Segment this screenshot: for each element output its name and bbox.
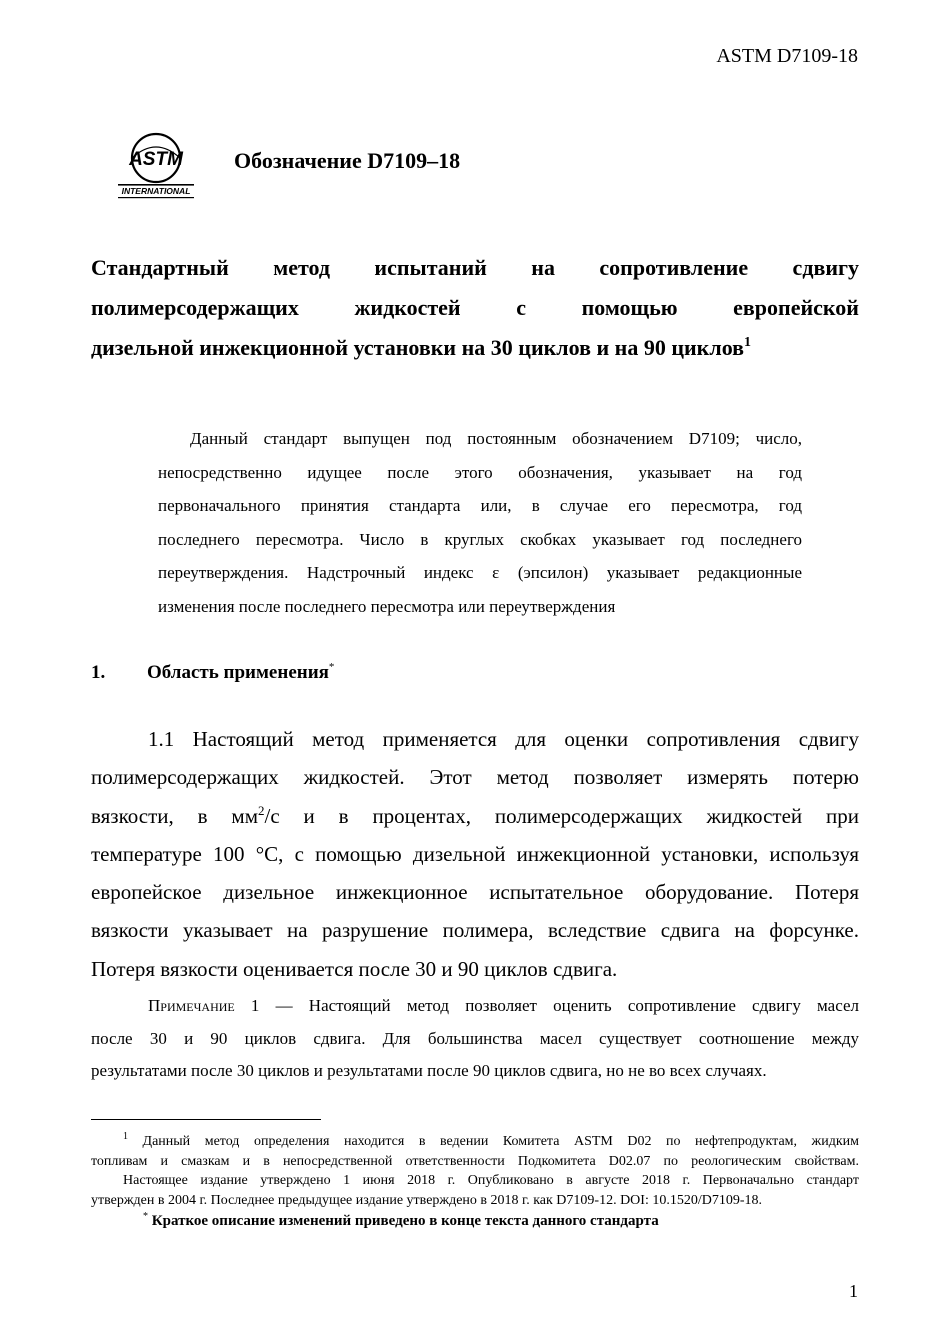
paragraph-line: Потеря вязкости оценивается после 30 и 90 циклов сдвига.: [91, 956, 618, 981]
footnote-divider: [91, 1119, 321, 1120]
section-title: Область применения: [147, 662, 329, 683]
designation: Обозначение D7109–18: [234, 148, 461, 173]
footnote-line: топливам и смазкам и в непосредственной ответственности Подкомитета D02.07 по реологическим свойствам.: [91, 1153, 859, 1169]
title-footnote-ref: 1: [744, 335, 752, 350]
note-line: Примечание 1 — Настоящий метод позволяет оценить сопротивление сдвигу масел: [148, 996, 859, 1015]
paragraph-line: вязкости, в $мм^2/с$ и в процентах, полимерсодержащих жидкостей при: [91, 802, 859, 828]
footnote-line: $^1$ Данный метод определения находится в ведении Комитета ASTM D02 по нефтепродуктам, жидким: [123, 1131, 859, 1149]
paragraph-1-1: [91, 720, 859, 988]
section-heading: [91, 662, 334, 684]
changes-footnote: * Краткое описание изменений приведено в конце текста данного стандарта: [143, 1211, 659, 1229]
paragraph-line: вязкости указывает на разрушение полимера, вследствие сдвига на форсунке.: [91, 918, 859, 943]
section-mark: *: [328, 661, 335, 673]
paragraph-line: 1.1 Настоящий метод применяется для оценки сопротивления сдвигу: [148, 727, 859, 751]
paragraph-line: полимерсодержащих жидкостей. Этот метод позволяет измерять потерю: [91, 765, 859, 790]
superscript: 2: [258, 802, 265, 818]
footnote-line: Настоящее издание утверждено 1 июня 2018 г. Опубликовано в августе 2018 г. Первоначально стандарт: [123, 1173, 859, 1188]
note-1: [91, 990, 859, 1088]
preface-line: переутверждения. Надстрочный индекс ε (эпсилон) указывает редакционные: [158, 563, 802, 582]
preface-line: первоначального принятия стандарта или, в случае его пересмотра, год: [158, 496, 802, 515]
paragraph-line: европейское дизельное инжекционное испытательное оборудование. Потеря: [91, 880, 859, 905]
preface-line: последнего пересмотра. Число в круглых скобках указывает год последнего: [158, 529, 802, 549]
footnotes: [91, 1132, 859, 1232]
footnote-star: *: [143, 1211, 148, 1222]
preface-line: непосредственно идущее после этого обозначения, указывает на год: [158, 462, 802, 482]
footnote-mark: 1: [123, 1131, 128, 1142]
note-label: Примечание 1: [148, 996, 260, 1015]
preface-paragraph: [158, 422, 802, 623]
astm-logo: [112, 128, 200, 200]
svg-text:INTERNATIONAL: INTERNATIONAL: [121, 186, 191, 196]
section-number: 1.: [91, 662, 106, 683]
document-code: ASTM D7109-18: [716, 45, 858, 67]
preface-line: изменения после последнего пересмотра или переутверждения: [158, 596, 616, 616]
footnote-line: утвержден в 2004 г. Последнее предыдущее издание утверждено в 2018 г. как D7109-12. DOI: 10.1520/D7109-18.: [91, 1192, 763, 1208]
title-line: полимерсодержащих жидкостей с помощью европейской: [91, 295, 859, 320]
paragraph-line: температуре 100 °C, с помощью дизельной инжекционной установки, используя: [91, 841, 859, 866]
preface-line: Данный стандарт выпущен под постоянным обозначением D7109; число,: [190, 429, 802, 448]
title-line: Стандартный метод испытаний на сопротивление сдвигу: [91, 255, 859, 280]
svg-text:ASTM: ASTM: [129, 149, 183, 170]
title-line: дизельной инжекционной установки на 30 циклов и на 90 циклов$^1$: [91, 335, 752, 360]
note-line: результатами после 30 циклов и результатами после 90 циклов сдвига, но не во всех случаях.: [91, 1061, 767, 1080]
note-line: после 30 и 90 циклов сдвига. Для большинства масел существует соотношение между: [91, 1028, 859, 1048]
page-number: 1: [849, 1281, 858, 1301]
document-title: [91, 248, 859, 368]
